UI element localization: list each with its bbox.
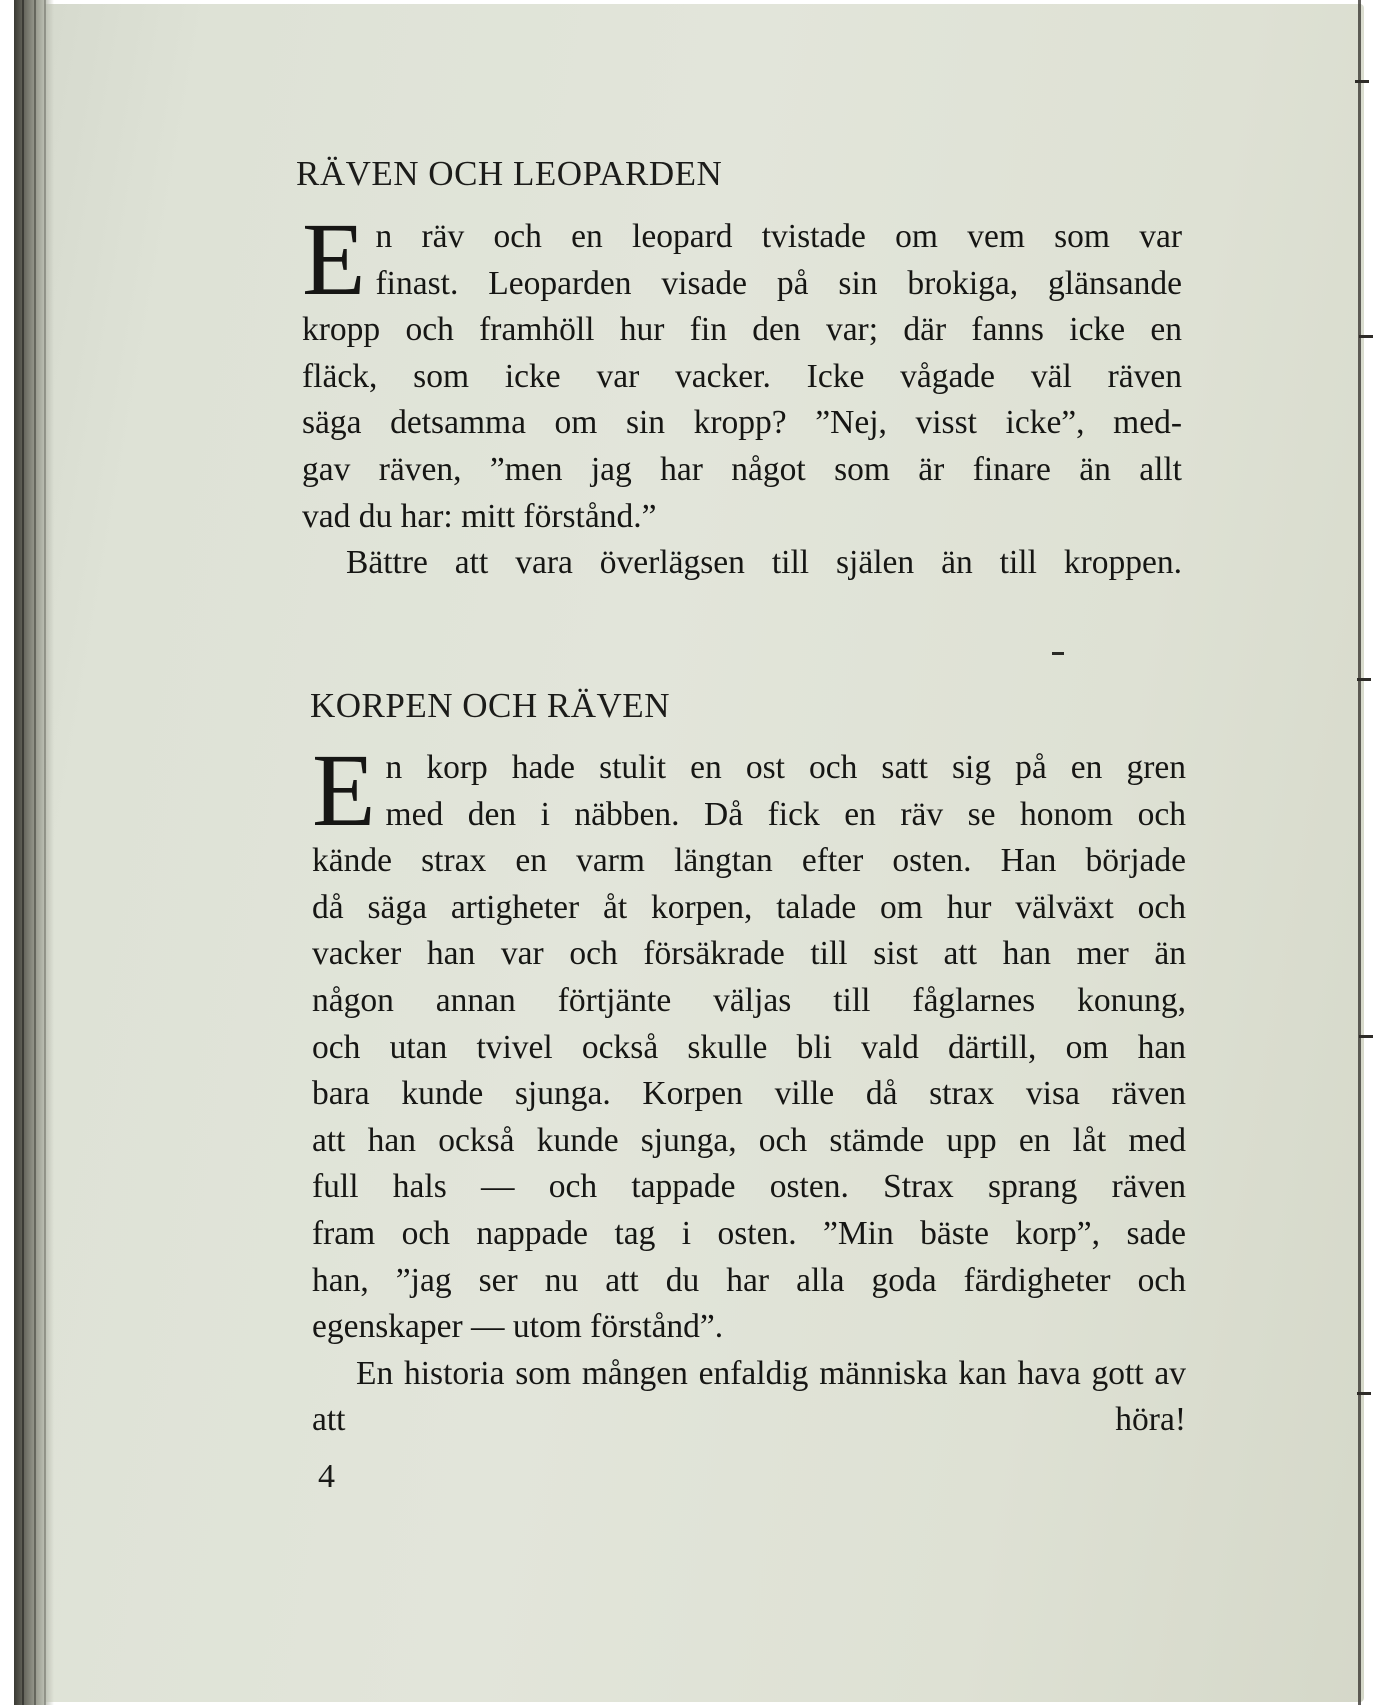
story-moral: En historia som mången enfaldig människa kan hava gott av att höra! [312, 1354, 1186, 1439]
text-line: han, ”jag ser nu att du har alla goda färdigheter och [312, 1261, 1186, 1299]
spine-edge-line [44, 0, 46, 1705]
text-line: och utan tvivel också skulle bli vald därtill, om han [312, 1028, 1186, 1066]
text-line: full hals — och tappade osten. Strax sprang räven [312, 1168, 1186, 1206]
stray-mark [1052, 652, 1064, 655]
story-body [302, 202, 1182, 587]
story-title: RÄVEN OCH LEOPARDEN [296, 154, 723, 193]
page-right-edge [1358, 0, 1361, 1705]
text-line: kropp och framhöll hur fin den var; där fanns icke en [302, 311, 1182, 349]
drop-cap: E [302, 202, 366, 317]
binding-thread-mark [1359, 1035, 1373, 1038]
binding-thread-mark [1359, 335, 1373, 338]
binding-thread-mark [1357, 1392, 1371, 1395]
text-line: vad du har: mitt förstånd.” [302, 497, 657, 535]
spine-edge-line [22, 0, 24, 1705]
binding-thread-mark [1355, 80, 1369, 83]
text-line: säga detsamma om sin kropp? ”Nej, visst icke”, med- [302, 404, 1182, 442]
text-line: kände strax en varm längtan efter osten. Han började [312, 842, 1186, 880]
story-title: KORPEN OCH RÄVEN [310, 686, 670, 725]
text-line: fram och nappade tag i osten. ”Min bäste korp”, sade [312, 1214, 1186, 1252]
page-number: 4 [318, 1458, 335, 1495]
spine-edge-line [34, 0, 36, 1705]
binding-thread-mark [1357, 678, 1371, 681]
text-line: n korp hade stulit en ost och satt sig på en gren [385, 749, 1186, 786]
story-body [312, 733, 1186, 1444]
text-line: finast. Leoparden visade på sin brokiga, glänsande [375, 264, 1182, 302]
text-line: bara kunde sjunga. Korpen ville då strax visa räven [312, 1075, 1186, 1113]
story-moral: Bättre att vara överlägsen till själen än till kroppen. [346, 544, 1182, 582]
drop-cap: E [312, 733, 376, 848]
text-line: att han också kunde sjunga, och stämde upp en låt med [312, 1121, 1186, 1159]
text-line: fläck, som icke var vacker. Icke vågade väl räven [302, 357, 1182, 395]
text-line: med den i näbben. Då fick en räv se honom och [385, 795, 1186, 833]
text-line: då säga artigheter åt korpen, talade om hur välväxt och [312, 888, 1186, 926]
text-line: n räv och en leopard tvistade om vem som var [375, 218, 1182, 255]
text-line: någon annan förtjänte väljas till fåglarnes konung, [312, 981, 1186, 1019]
text-line: gav räven, ”men jag har något som är finare än allt [302, 450, 1182, 488]
text-line: vacker han var och försäkrade till sist att han mer än [312, 935, 1186, 973]
text-line: egenskaper — utom förstånd”. [312, 1308, 724, 1346]
